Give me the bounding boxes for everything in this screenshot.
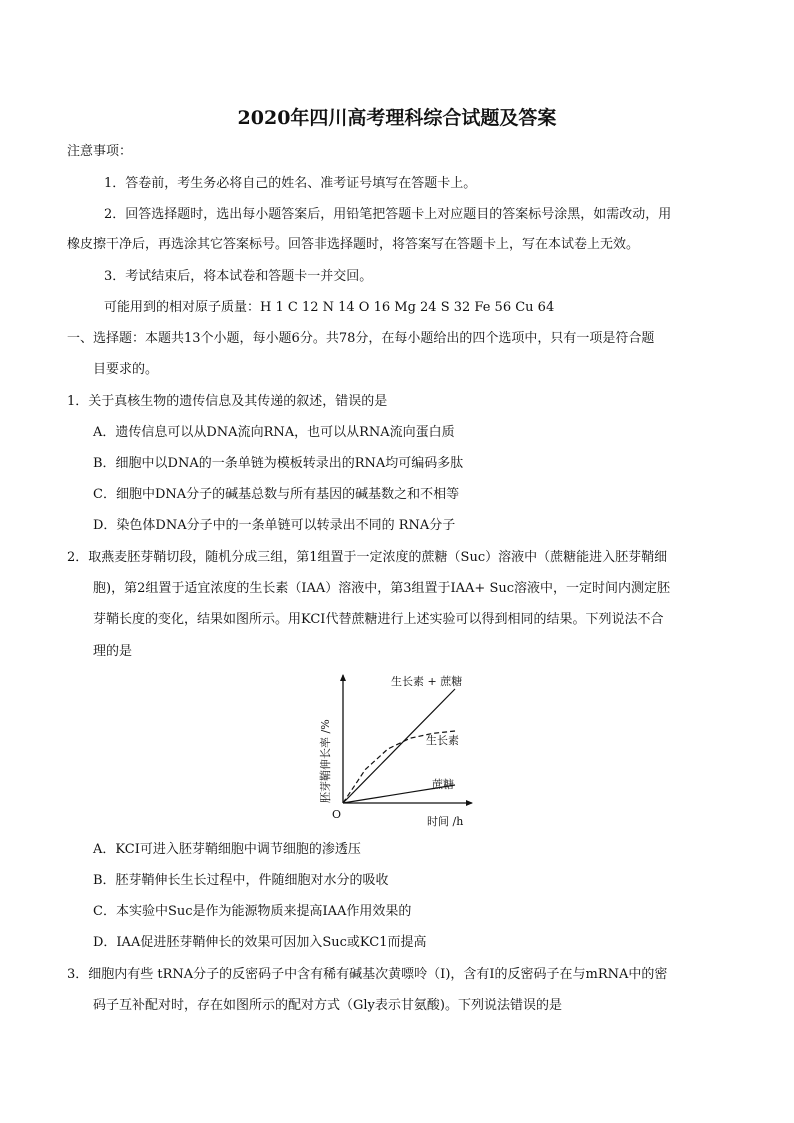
legend-label-suc: 蔗糖 — [432, 778, 454, 791]
notice-item-1: 1．答卷前，考生务必将自己的姓名、准考证号填写在答题卡上。 — [104, 176, 477, 191]
q1-stem: 1．关于真核生物的遗传信息及其传递的叙述，错误的是 — [67, 394, 388, 409]
q2-stem-line-2: 胞)，第2组置于适宜浓度的生长素（IAA）溶液中，第3组置于IAA+ Suc溶液中，一定时间内测定胚 — [93, 581, 671, 596]
section-1-line-1: 一、选择题：本题共13个小题，每小题6分。共78分，在每小题给出的四个选项中，只有一项是符合题 — [67, 331, 655, 346]
q1-option-c: C．细胞中DNA分子的碱基总数与所有基因的碱基数之和不相等 — [93, 487, 460, 502]
q3-stem-line-1: 3．细胞内有些 tRNA分子的反密码子中含有稀有碱基次黄嘌呤（I)，含有I的反密码子在与mRNA中的密 — [67, 967, 668, 982]
legend-label-iaa: 生长素 — [426, 734, 459, 747]
x-axis-label: 时间 /h — [427, 815, 464, 828]
notice-heading: 注意事项： — [67, 144, 133, 159]
q2-option-c: C．本实验中Suc是作为能源物质来提高IAA作用效果的 — [93, 904, 412, 919]
section-1-line-2: 目要求的。 — [93, 362, 159, 377]
notice-item-2-line-2: 橡皮擦干净后，再选涂其它答案标号。回答非选择题时，将答案写在答题卡上，写在本试卷上无效。 — [67, 237, 640, 252]
q2-stem-line-1: 2．取燕麦胚芽鞘切段，随机分成三组，第1组置于一定浓度的蔗糖（Suc）溶液中（蔗糖能进入胚芽鞘细 — [67, 550, 668, 565]
origin-label: O — [332, 808, 342, 821]
q2-stem-line-3: 芽鞘长度的变化，结果如图所示。用KCI代替蔗糖进行上述实验可以得到相同的结果。下列说法不合 — [93, 612, 664, 627]
notice-item-3: 3．考试结束后，将本试卷和答题卡一并交回。 — [104, 269, 373, 284]
notice-item-2-line-1: 2．回答选择题时，选出每小题答案后，用铅笔把答题卡上对应题目的答案标号涂黑，如需改动，用 — [104, 207, 672, 222]
y-axis-label: 胚芽鞘伸长率 /% — [319, 719, 332, 803]
q1-option-d: D．染色体DNA分子中的一条单链可以转录出不同的 RNA分子 — [93, 518, 456, 533]
q1-option-a: A．遗传信息可以从DNA流向RNA，也可以从RNA流向蛋白质 — [93, 425, 455, 440]
q2-option-a: A．KCI可进入胚芽鞘细胞中调节细胞的渗透压 — [93, 842, 361, 857]
growth-line-chart — [300, 665, 480, 835]
q2-option-d: D．IAA促进胚芽鞘伸长的效果可因加入Suc或KC1而提高 — [93, 935, 427, 950]
atomic-mass-line: 可能用到的相对原子质量：H 1 C 12 N 14 O 16 Mg 24 S 32 Fe 56 Cu 64 — [104, 300, 555, 315]
page-title: 2020年四川高考理科综合试题及答案 — [237, 107, 557, 129]
q2-option-b: B．胚芽鞘伸长生长过程中，件随细胞对水分的吸收 — [93, 873, 389, 888]
legend-label-iaa-suc: 生长素 + 蔗糖 — [391, 675, 463, 688]
q2-stem-line-4: 理的是 — [93, 644, 133, 659]
q3-stem-line-2: 码子互补配对时，存在如图所示的配对方式（Gly表示甘氨酸)。下列说法错误的是 — [93, 998, 562, 1013]
q1-option-b: B．细胞中以DNA的一条单链为模板转录出的RNA均可编码多肽 — [93, 456, 464, 471]
